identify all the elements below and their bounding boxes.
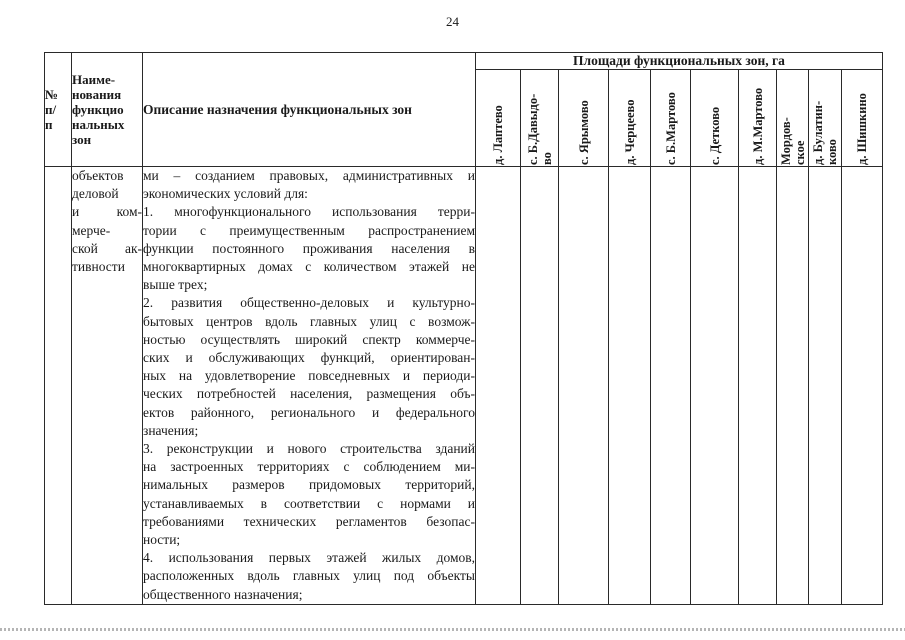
header-settlement-yarymovo [559,70,609,167]
area-cell [609,167,651,605]
settlement-label: с. Детково [707,106,722,165]
description-line: ностью осуществлять широкий спектр коммерче- [143,331,475,347]
header-name-line: нования [72,87,122,102]
area-cell [842,167,883,605]
header-number-line: № [45,87,59,102]
settlement-label: д. Лаптево [491,105,505,165]
description-line: функции постоянного проживания населения в [143,240,475,256]
description-line: устанавливаемых в соответствии с нормами и [143,495,475,511]
area-cell [809,167,842,605]
header-settlement-m-martovo [739,70,777,167]
header-settlement-mordovskoe [777,70,809,167]
description-line: на застроенных территориях с соблюдением ми- [143,459,475,475]
header-name-line: нальных [72,117,125,132]
area-cell [777,167,809,605]
description-line: выше трех; [143,277,208,293]
area-cell [739,167,777,605]
header-areas-group: Площади функциональных зон, га [476,53,883,70]
description-line: 3. реконструкции и нового строительства зданий [143,441,475,457]
header-number-line: п [45,117,53,132]
area-cell [691,167,739,605]
header-name-line: зон [72,132,92,147]
description-line: ми – созданием правовых, административных и [143,168,475,183]
settlement-label: д. Шишкино [855,93,869,165]
description-line: бытовых центров вдоль главных улиц с возмож- [143,313,475,329]
settlement-label: д. Булатин- [811,100,825,165]
description-line: нимальных размеров придомовых территорий, [143,477,475,493]
description-line: ских и обслуживающих функций, ориентирован- [143,350,475,366]
header-settlement-shishkino [842,70,883,167]
description-line: значения; [143,422,199,438]
area-cell [651,167,691,605]
header-name-line: Наиме- [72,72,116,87]
header-number-line: п/ [45,102,57,117]
header-settlement-b-davydovo [521,70,559,167]
description-line: 4. использования первых этажей жилых домов, [143,550,475,566]
settlement-label: с. Ярымово [576,100,591,165]
description-line: многоквартирных домах с количеством этажей не [143,259,475,275]
header-settlement-b-martovo [651,70,691,167]
scan-edge [0,628,905,631]
settlement-label-cont: во [539,152,554,165]
description-line: тории с преимущественным распространением [143,222,475,238]
description-line: ческих потребностей населения, размещения объ- [143,386,475,402]
header-settlement-detkovo [691,70,739,167]
header-description-col: Описание назначения функциональных зон [143,53,476,167]
description-line: 2. развития общественно-деловых и культурно- [143,295,475,311]
description-line: расположенных вдоль главных улиц под объекты [143,568,475,584]
zone-name-line: деловой [72,186,119,202]
header-settlement-laptevo [476,70,521,167]
settlement-label: д. Черцеево [622,99,637,165]
area-cell [476,167,521,605]
page-number: 24 [446,14,459,29]
settlement-label-cont: ское [792,140,807,165]
header-settlement-bulatinkovo [809,70,842,167]
zone-name-line: и ком- [72,204,142,220]
description-line: 1. многофункционального использования терри- [143,204,475,220]
zone-name-line: ской ак- [72,240,142,256]
description-line: ности; [143,532,181,548]
functional-zones-table [44,52,883,605]
header-name-line: функцио [72,102,124,117]
area-cell [521,167,559,605]
header-number-col [45,53,72,167]
settlement-label: с. Б.Давыдо- [525,93,540,165]
description-line: общественного назначения; [143,586,303,602]
header-zone-name-col [72,53,143,167]
settlement-label: д. М.Мартово [750,87,765,165]
table-row [45,167,883,605]
settlement-label: Мордов- [778,117,793,165]
row-number-cell [45,167,72,605]
description-line: ектов районного, регионального и федерального [143,404,475,420]
description-line: ных на удовлетворение повседневных и периоди- [143,368,475,384]
row-description-cell [143,167,476,605]
zone-name-line: мерче- [72,222,111,238]
header-settlement-chertseevo [609,70,651,167]
description-line: требованиями технических регламентов безопас- [143,513,475,529]
description-line: экономических условий для: [143,186,308,202]
settlement-label-cont: ково [825,139,839,165]
settlement-label: с. Б.Мартово [663,92,678,165]
area-cell [559,167,609,605]
zone-name-line: тивности [72,259,125,275]
row-zone-name-cell [72,167,143,605]
zone-name-line: объектов [72,168,124,183]
